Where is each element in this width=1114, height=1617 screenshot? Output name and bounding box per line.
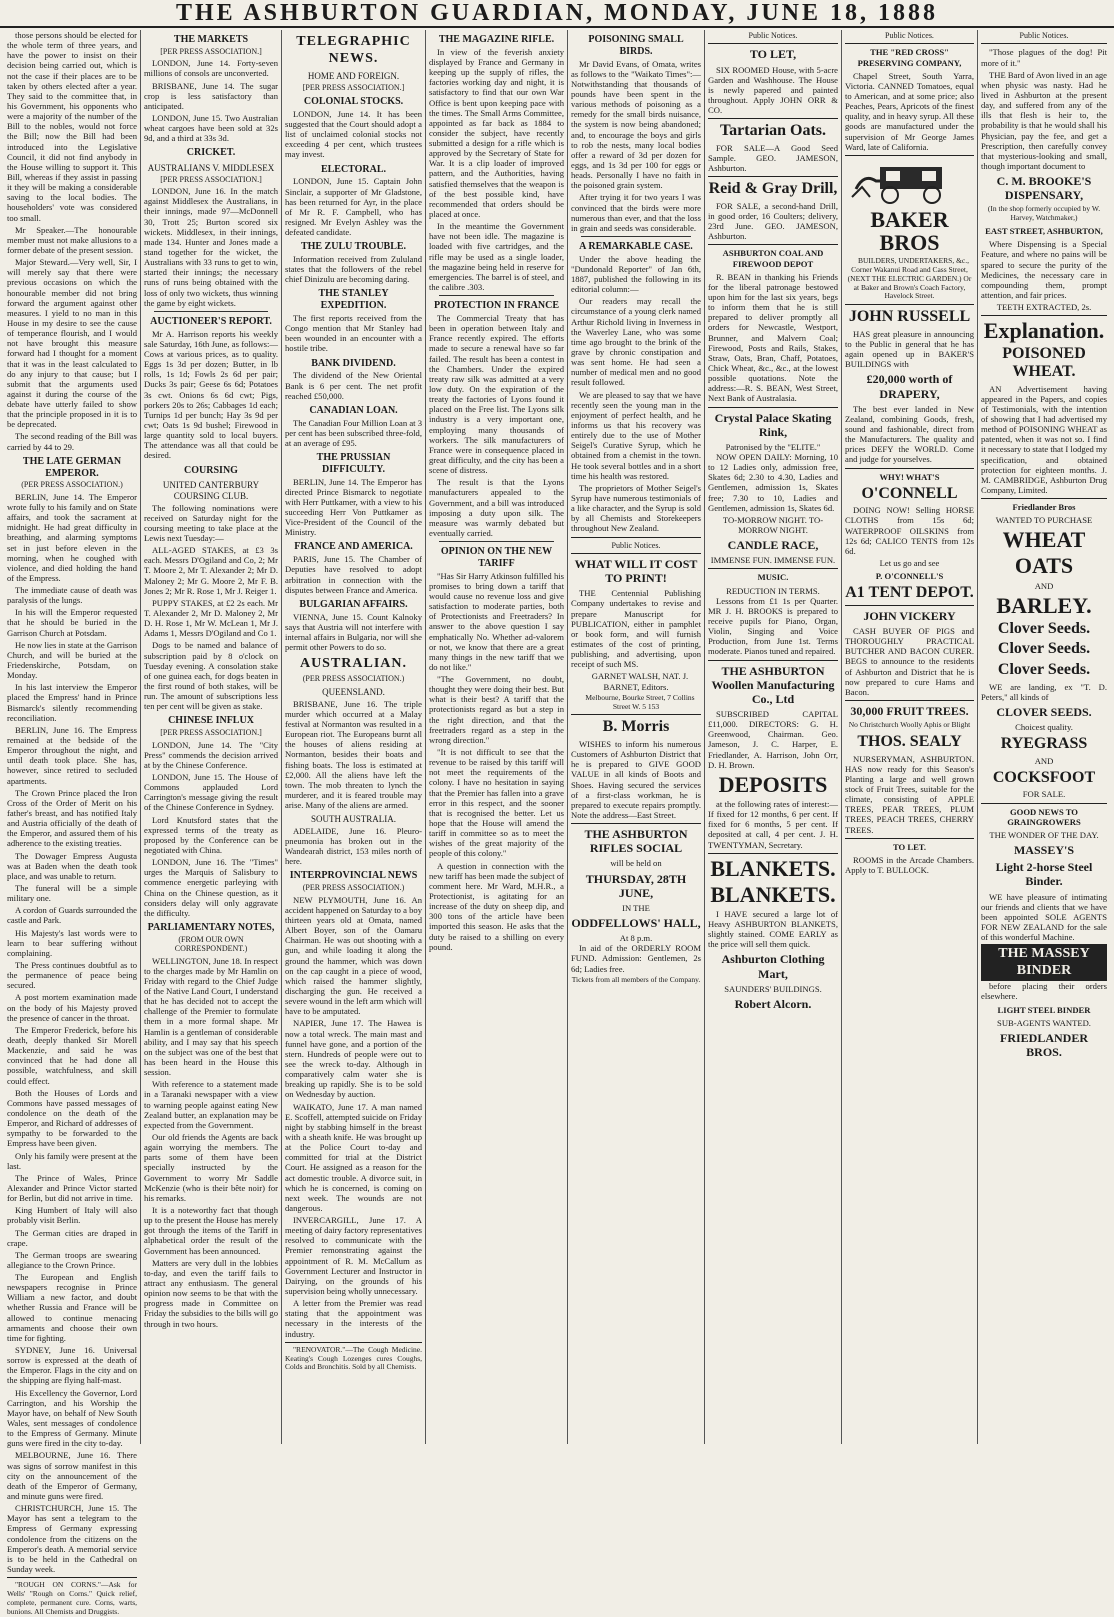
article-deck: QUEENSLAND. — [322, 687, 385, 698]
article-paragraph: The result is that the Lyons manufacturers appealed to the Government, and a bill was introduced imposing a duty upon silk. The measure was warmly debated but eventually carried. — [429, 477, 564, 538]
divider — [708, 568, 838, 569]
ad-title: THE ASHBURTON Woollen Manufacturing Co., Ltd — [711, 663, 835, 706]
article-paragraph: The Emperor Frederick, before his death, deeply thanked Sir Morell Mackenzie, and said he was convinced that he had done all possible, watchfulness, and skill could effect. — [7, 1024, 137, 1086]
divider — [154, 311, 268, 312]
article-paragraph: The dividend of the New Oriental Bank is 6 per cent. The net profit reached £50,000. — [285, 370, 422, 401]
article-paragraph: those persons should be elected for the whole term of three years, and have the power to insist on their decision being carried out, which is not the case if their places are to be taken by others elected after a year. They said to the committee that, in his Government, his opponents who were a majority of the number of the Bill to the nobles, would not force the Bill; now the Bill had been introduced into the Legislative Council, it did not find anybody in the House willing to support it. This Bill, whereas if they assist in passing it they will be making a considerable saving to the local bodies. The householders' vote was considered too small. — [7, 30, 137, 223]
article-headline: PROTECTION IN FRANCE — [433, 300, 559, 312]
ad-text: ROOMS in the Arcade Chambers. Apply to T. BULLOCK. — [845, 854, 974, 876]
divider — [571, 553, 701, 554]
divider — [845, 605, 974, 606]
ad-line: will be held on — [610, 858, 662, 869]
article-paragraph: Major Steward.—Very well, Sir, I will merely say that there were previous occasions on which the honourable member did not bring forward the argument against other measures. I yield to no man in this House in my desire to see the cause of temperance flourish, and I would not have brought this measure forward had I thought for a moment that it was in the least calculated to do any injury to that cause; but I submit that the arguments used against it during the course of the debate have utterly failed to show that the principle proposed in it is to be deprecated. — [7, 257, 137, 430]
article-paragraph: In view of the feverish anxiety displayed by France and Germany in keeping up the supply of rifles, the factories working day and night, it is satisfactory to find that our own War Office is bent upon keeping pace with the times. The Small Arms Committee, appointed as far back as 1884 to consider the subject, have recently submitted a design for a rifle which is approved by the Secretary of State for War. It is a clip loader of improved pattern, and the Authorities, having satisfied themselves that the weapon is of the best possible kind, have recommended that orders should be placed at once. — [429, 46, 564, 220]
ad-title: JOHN RUSSELL — [848, 308, 971, 326]
ad-product: Clover Seeds. — [997, 640, 1091, 658]
article-paragraph: Under the above heading the "Dundonald Reporter" of Jan 6th, 1887, published the following in its editorial column:— — [571, 253, 701, 295]
article-headline: OPINION ON THE NEW TARIFF — [440, 546, 553, 569]
article-paragraph: LONDON, June 14. The "City Press" commends the decision arrived at by the Chinese Conference. — [144, 739, 278, 770]
article-headline: COURSING — [184, 464, 238, 476]
ad-text: I HAVE secured a large lot of Heavy ASHBURTON BLANKETS, slightly stained. COME EARLY as the price will sell them quick. — [708, 908, 838, 950]
divider — [708, 853, 838, 854]
article-paragraph: NEW PLYMOUTH, June 16. An accident happened on Saturday to a boy thirteen years old at Omata, named Albert Boyer, son of the Oamaru Chairman. He was out shooting with a gun, and while loading it along the ground the hammer, which was down on the cap caught in a piece of wood, which raised the hammer slightly, discharging the gun. He received a severe wound in the left arm which will have to be amputated. — [285, 894, 422, 1017]
ad-title: BAKER BROS — [870, 206, 949, 255]
article-paragraph: The Dowager Empress Augusta was at Baden when the death took place, and was unable to return. — [7, 850, 137, 881]
ad-line: THE WONDER OF THE DAY. — [989, 829, 1099, 840]
ad-title: JOHN VICKERY — [863, 608, 956, 623]
article-deck: AUSTRALIANS V. MIDDLESEX — [147, 163, 275, 174]
article-headline: CANADIAN LOAN. — [309, 404, 398, 416]
ad-line: SUB-AGENTS WANTED. — [997, 1017, 1091, 1028]
divider — [981, 43, 1107, 44]
article-paragraph: The second reading of the Bill was carried by 44 to 29. — [7, 431, 137, 452]
article-headline: PARLIAMENTARY NOTES, — [147, 921, 275, 933]
ad-title: DEPOSITS — [718, 771, 828, 797]
article-paragraph: The European and English newspapers recognise in Prince William a new factor, and doubt whether Russia and France will be allowed to continue menacing armaments and choose their own time for fighting. — [7, 1272, 137, 1343]
ad-line: SAUNDERS' BUILDINGS. — [724, 983, 822, 994]
ad-signature: GARNET WALSH, NAT. J. BARNET, Editors. — [591, 671, 689, 692]
divider — [708, 407, 838, 408]
ad-text: FOR SALE—A Good Seed Sample. GEO. JAMESON, Ashburton. — [708, 142, 838, 174]
divider — [708, 176, 838, 177]
ad-product: Light 2-horse Steel Binder. — [995, 860, 1093, 889]
article-paragraph: BERLIN, June 16. The Empress remained at the bedside of the Emperor throughout the night, and until death took place. She has, however, since retired to secluded apartments. — [7, 724, 137, 786]
ad-address: Melbourne, Bourke Street, 7 Collins Street W. 5 153 — [585, 692, 695, 711]
ad-text: Where Dispensing is a Special Feature, and where no pains will be spared to secure the purity of the Medicines, the necessary care in compounding them, prompt attention, and fair prices. — [981, 239, 1107, 300]
article-paragraph: The Canadian Four Million Loan at 3 per cent has been subscribed three-fold, at an average of £95. — [285, 417, 422, 448]
article-headline: THE LATE GERMAN EMPEROR. — [22, 455, 122, 479]
ad-title: TO LET. — [892, 841, 927, 852]
article-headline: THE MAGAZINE RIFLE. — [438, 34, 555, 45]
article-paragraph: Matters are very dull in the lobbies to-day, and even the tariff fails to attract any enthusiasm. The general opinion now seems to be that with the progress made in Committee on Friday the subsidies to the bills will go through in two hours. — [144, 1257, 278, 1329]
article-paragraph: The proprietors of Mother Seigel's Syrup have numerous testimonials of a like character, and the Syrup is sold by all Chemists and Storekeepers throughout New Zealand. — [571, 482, 701, 534]
ad-text: AN Advertisement having appeared in the Papers, and copies of Testimonials, with the intention of showing that I had advertised my method of POISONING WHEAT as patented, when it was not so. I find it necessary to state that I lodged my specification, and obtained protection for eighteen months. J. M. CAMBRIDGE, Ashburton Drug Company, Limited. — [981, 383, 1107, 495]
ad-title: MUSIC. — [757, 572, 789, 583]
ad-firm: FRIEDLANDER BROS. — [999, 1030, 1088, 1059]
article-paragraph: WAIKATO, June 17. A man named E. Scoffell, attempted suicide on Friday night by stabbing himself in the breast with a sheath knife. He was brought up at the Police Court to-day and committed for trial at the District Court. He assigned as a reason for the act domestic trouble. A divorce suit, in which he is concerned, is coming on next week. The wounds are not dangerous. — [285, 1101, 422, 1213]
article-paragraph: LONDON, June 14. Forty-seven millions of consols are unconverted. — [144, 58, 278, 79]
divider — [981, 498, 1107, 499]
article-paragraph: The first reports received from the Congo mention that Mr Stanley had been wounded in an encounter with a hostile tribe. — [285, 313, 422, 354]
ad-title: B. Morris — [602, 718, 670, 736]
column-1 — [4, 30, 141, 1616]
ad-title: Ashburton Clothing Mart, — [721, 952, 825, 981]
ad-title: Friedlander Bros — [1012, 502, 1076, 513]
article-headline: CHINESE INFLUX — [168, 715, 254, 727]
article-paragraph: Mr Speaker.—The honourable member must not make allusions to a former debate of the present session. — [7, 224, 137, 255]
article-paragraph: VIENNA, June 15. Count Kalnoky says that Austria will not interfere with internal affairs in Bulgaria, nor will she permit other Powers to do so. — [285, 611, 422, 653]
divider — [981, 803, 1107, 804]
section-headline: TELEGRAPHIC NEWS. — [296, 34, 411, 66]
article-headline: CRICKET. — [186, 147, 236, 159]
divider — [581, 236, 691, 237]
column-6 — [705, 30, 842, 1444]
article-paragraph: LONDON, June 15. Two Australian wheat cargoes have been sold at 32s 9d, and a third at 33s 3d. — [144, 112, 278, 144]
article-paragraph: A cordon of Guards surrounded the castle and Park. — [7, 905, 137, 926]
article-paragraph: "It is not difficult to see that the revenue to be raised by this tariff will not meet the requirements of the colony. I have no hesitation in saying that the Premier has fallen into a grave error in this respect, and the sooner that is recognised the better. Let us hope that the House will amend the tariff in committee so as to meet the wishes of the great majority of the people of this colony." — [429, 747, 564, 859]
ad-title: WHY! WHAT'S — [879, 471, 940, 482]
divider — [708, 43, 838, 44]
article-paragraph: BERLIN, June 14. The Emperor has directed Prince Bismarck to negotiate with Herr Puttkamer, with a view to his succeeding Herr Von Puttkamer as Vice-President of the Council of the Ministry. — [285, 476, 422, 538]
divider — [845, 304, 974, 305]
divider — [285, 1342, 422, 1343]
ad-text: Chapel Street, South Yarra, Victoria. CANNED Tomatoes, equal to American, and at some price; also Peaches, Pears, Apricots of the finest quality, and in heavy syrup. All these goods are manufactured under the supervision of Mr George James Ward, late of California. — [845, 70, 974, 152]
ad-line: FOR SALE. — [1022, 789, 1066, 800]
article-deck: HOME AND FOREIGN. — [307, 71, 400, 82]
article-paragraph: SYDNEY, June 16. Universal sorrow is expressed at the death of the Emperor. Flags in the city and on the shipping are flying half-mast. — [7, 1345, 137, 1386]
ad-title: A1 TENT DEPOT. — [845, 584, 974, 602]
article-paragraph: BERLIN, June 14. The Emperor wrote fully to his family and on State affairs, and took the sacrament at midnight. He had great difficulty in breathing, and alarming symptoms set in just before eleven in the morning, when he coughed with violence, and died holding the hand of the Empress. — [7, 491, 137, 583]
article-paragraph: King Humbert of Italy will also probably visit Berlin. — [7, 1205, 137, 1226]
divider — [708, 118, 838, 119]
article-paragraph: "The Government, no doubt, thought they were doing their best. But what is their best? A tariff that the protectionists regard as but a step in the right direction, and that the freetraders regard as a step in the wrong direction." — [429, 674, 564, 745]
column-2 — [141, 30, 282, 1444]
article-headline: THE PRUSSIAN DIFFICULTY. — [316, 452, 391, 475]
ad-line: WANTED TO PURCHASE — [995, 515, 1093, 526]
ad-product: OATS — [1014, 553, 1074, 579]
section-headline: AUSTRALIAN. — [299, 656, 408, 672]
article-paragraph: LONDON, June 14. It has been suggested that the Court should adopt a list of unclaimed colonial stocks not exceeding 4 per cent, which trustees may invest. — [285, 108, 422, 160]
section-label: Public Notices. — [611, 540, 661, 550]
article-paragraph: It is a noteworthy fact that though up to the present the House has merely got through the items of the Tariff in alphabetical order the result of the Government has been announced. — [144, 1205, 278, 1256]
ad-venue: ODDFELLOWS' HALL, — [571, 916, 701, 931]
ad-product: CLOVER SEEDS. — [996, 704, 1092, 719]
article-paragraph: PARIS, June 15. The Chamber of Deputies have resolved to adopt arbitration in connection with the disputes between France and America. — [285, 554, 422, 595]
article-paragraph: A question in connection with the new tariff has been made the subject of comment here. Mr Ward, M.H.R., a Protectionist, is agitating for an increase of the duty on sheep dip, and 300 tons of the article have been imported this season. He asks that the duty be raised to a shilling on every pound. — [429, 860, 564, 952]
masthead — [0, 0, 1114, 28]
ad-title: BLANKETS. — [710, 855, 836, 881]
article-paragraph: A letter from the Premier was read stating that the appointment was necessary in the interests of the industry. — [285, 1298, 422, 1339]
ad-product: BARLEY. — [996, 592, 1092, 618]
column-4 — [426, 30, 568, 1444]
article-paragraph: LONDON, June 15. Captain John Sinclair, a supporter of Mr Gladstone, has been returned for Ayr, in the place of Mr R. F. Campbell, who has resigned. Mr Evelyn Ashley was the defeated candidate. — [285, 176, 422, 238]
ad-title: C. M. BROOKE'S DISPENSARY, — [996, 174, 1092, 203]
ad-product: LIGHT STEEL BINDER — [997, 1004, 1091, 1015]
article-credit: (PER PRESS ASSOCIATION.) — [302, 673, 405, 683]
section-headline: INTERPROVINCIAL NEWS — [289, 870, 418, 882]
advert-snippet: "ROUGH ON CORNS."—Ask for Wells' "Rough on Corns." Quick relief, complete, permanent cure. Corns, warts, bunions. All Chemists and Druggists. — [7, 1580, 137, 1616]
ad-name: MASSEY'S — [1013, 843, 1075, 858]
article-headline: THE ZULU TROUBLE. — [300, 241, 407, 253]
ad-text: The best ever landed in New Zealand, combining Goods, fresh, sound and fashionable, direct from the Manufacturers. The quality and prices DEFY the WORLD. Come and judge for yourselves. — [845, 403, 974, 465]
article-paragraph: The Prince of Wales, Prince Alexander and Prince Victor started for Berlin, but did not arrive in time. — [7, 1172, 137, 1204]
column-3 — [282, 30, 426, 1444]
divider — [708, 660, 838, 661]
ad-line: AND — [1034, 580, 1054, 591]
divider — [439, 541, 554, 542]
article-paragraph: Mr A. Harrison reports his weekly sale Saturday, 16th June, as follows:—Cows at various prices, as to quality. Eggs 1s 3d per dozen; Butter, in lb rolls, 1s 1d; Fowls 2s 6d per pair; Ducks 3s pair; Geese 6s 6d; Potatoes 3s cwt. Onions 6s 6d cwt; Pigs, porkers 20s to 26s; Cabbages 1d each; Turnips 1d per bunch; Hay 3s 9d per cwt; Oats 1s 9d bushel; Firewood in large quantity sold to local buyers. The attendance was all that could be desired. — [144, 328, 278, 461]
article-headline: BULGARIAN AFFAIRS. — [299, 598, 408, 610]
ad-title: Crystal Palace Skating Rink, — [714, 410, 832, 439]
ad-line: Choicest quality. — [1015, 722, 1073, 732]
ad-line: (In the shop formerly occupied by W. Harvey, Watchmaker,) — [987, 204, 1101, 223]
article-paragraph: ADELAIDE, June 16. Pleuro-pneumonia has broken out in the Wandearah district, 153 miles north of here. — [285, 825, 422, 867]
article-headline: FRANCE AND AMERICA. — [294, 541, 413, 553]
article-headline: BANK DIVIDEND. — [311, 357, 396, 369]
ad-text: WE have pleasure of intimating our friends and clients that we have been appointed SOLE AGENTS FOR NEW ZEALAND for the sale of this wonderful Machine. — [981, 891, 1107, 943]
article-paragraph: He now lies in state at the Garrison Church, and will be buried at the Friedenskirche, Potsdam, on Monday. — [7, 639, 137, 681]
ad-title: TO LET, — [749, 47, 797, 62]
ad-title: Tartarian Oats. — [719, 122, 827, 140]
article-headline: AUCTIONEER'S REPORT. — [150, 315, 272, 327]
ad-title: GOOD NEWS TO GRAINGROWERS — [1007, 806, 1081, 827]
divider — [981, 315, 1107, 316]
ad-line: No Christchurch Woolly Aphis or Blight — [848, 720, 971, 730]
column-7 — [842, 30, 978, 1444]
ad-line: TEETH EXTRACTED, 2s. — [996, 302, 1092, 313]
ad-name: O'CONNELL — [861, 484, 958, 502]
article-paragraph: NAPIER, June 17. The Hawea is now a total wreck. The main mast and funnel have gone, and a portion of the stern. Hundreds of people were out to see the wreck to-day. Although in comparatively calm water she is breaking up rapidly. She is to be sold on Wednesday by auction. — [285, 1018, 422, 1100]
ad-line: Patronised by the "ELITE." — [725, 441, 821, 452]
article-paragraph: BRISBANE, June 16. The triple murder which occurred at a Malay festival at Normanton was resulted in a European riot. The Europeans burnt all the houses of aliens residing at Normanton, besides their boats and fishing boats. The loss is estimated at £2,000. All the aliens have left the town. The mob threaten to lynch the murderer, and it is feared trouble may arise. Many of the aliens are armed. — [285, 698, 422, 811]
article-paragraph: MELBOURNE, June 16. There was signs of sorrow manifest in this city on the announcement of the death of the Emperor of Germany, and minute guns were fired. — [7, 1450, 137, 1502]
divider — [571, 537, 701, 538]
article-paragraph: CHRISTCHURCH, June 15. The Mayor has sent a telegram to the Empress of Germany expressing condolence from the citizens on the Emperor's death. A memorial service is to be held in the Cathedral on Sunday week. — [7, 1503, 137, 1574]
ad-text: at the following rates of interest:—If fixed for 12 months, 6 per cent. If fixed for 6 months, 5 per cent. If deposited at call, 4 per cent. J. H. TWENTYMAN, Secretary. — [708, 798, 838, 850]
section-label: Public Notices. — [748, 31, 798, 40]
ad-title: WHAT WILL IT COST TO PRINT! — [574, 557, 698, 586]
article-paragraph: BRISBANE, June 14. The sugar crop is less satisfactory than anticipated. — [144, 80, 278, 111]
divider — [439, 295, 554, 296]
article-paragraph: After trying it for two years I was convinced that the birds were more numerous than ever, and that the loss in grain and seeds was considerable. — [571, 192, 701, 233]
article-paragraph: INVERCARGILL, June 17. A meeting of dairy factory representatives resolved to communicate with the Premier remonstrating against the appointment of R. M. McCallum as Government Lecturer and Instructor in Dairying, on the grounds of his supervision being wholly unnecessary. — [285, 1215, 422, 1297]
article-paragraph: Lord Knutsford states that the expressed terms of the treaty as proposed by the Conference can be negotiated with China. — [144, 814, 278, 855]
article-credit: (PER PRESS ASSOCIATION.) — [302, 883, 405, 893]
ad-product: Clover Seeds. — [997, 660, 1091, 678]
article-paragraph: The Press continues doubtful as to the permanence of peace being secured. — [7, 959, 137, 991]
article-paragraph: A post mortem examination made on the body of his Majesty proved the presence of cancer in the throat. — [7, 992, 137, 1023]
ad-name: Robert Alcorn. — [734, 996, 812, 1011]
divider — [571, 714, 701, 715]
article-paragraph: LONDON, June 16. In the match against Middlesex the Australians, in their innings, made 97—McDonnell 30, Trott 25; Burton scored six wickets. Middlesex, in their innings, made 134. Hunter and Jones made a stand together for the wicket, the Australians with 33 runs to get to win, started their innings; the necessary runs of runs being obtained with the loss of only two wickets, thus winning the game by eight wickets. — [144, 186, 278, 308]
article-headline: THE STANLEY EXPEDITION. — [318, 288, 389, 312]
ad-footer: Tickets from all members of the Company. — [571, 974, 701, 984]
article-paragraph: In his will the Emperor requested that he should be buried in the Garrison Church at Potsdam. — [7, 607, 137, 638]
ad-product: RYEGRASS — [1000, 735, 1088, 753]
article-credit: (PER PRESS ASSOCIATION.) — [21, 480, 123, 490]
ad-text: CASH BUYER OF PIGS and THOROUGHLY PRACTICAL BUTCHER AND BACON CURER. BEGS to announce to the residents of Ashburton and District that he is now prepared to cure Hams and Bacon. — [845, 626, 974, 697]
masthead-title: THE ASHBURTON GUARDIAN, MONDAY, JUNE 18, 1888 — [175, 0, 939, 26]
article-headline: COLONIAL STOCKS. — [303, 96, 404, 108]
divider — [845, 468, 974, 469]
ad-title: Reid & Gray Drill, — [708, 180, 838, 198]
ad-event: CANDLE RACE, — [727, 538, 819, 553]
article-headline: THE MARKETS — [173, 34, 249, 45]
article-paragraph: Dogs to be named and balance of subscription paid by 8 o'clock on Tuesday evening. A consolation stake of one guinea each, for dogs beaten in the first round of both stakes, will be run. The amount of subscriptions less ten per cent will be given as stake. — [144, 640, 278, 712]
article-paragraph: The following nominations were received on Saturday night for the coursing meeting to take place at the Lewis next Tuesday:— — [144, 502, 278, 543]
column-8 — [978, 30, 1110, 1444]
ad-text: R. BEAN in thanking his Friends for the liberal patronage bestowed upon him for the last six years, begs to inform them that he is still prepared to deliver promptly all orders for Newcastle, Westport, Brunner, and Malvern Coal; Firewood, Posts and Rails, Stakes, Straw, Oats, Bran, Chaff, Potatoes, Chick Wheat, &c., &c., at the lowest possible quotations. Note the address:—R. S. BEAN, West Street, Next Bank of Australasia. — [708, 271, 838, 404]
ad-line: IMMENSE FUN. IMMENSE FUN. — [710, 555, 836, 566]
divider — [845, 155, 974, 156]
article-deck: SOUTH AUSTRALIA. — [310, 814, 396, 825]
article-paragraph: The Commercial Treaty that has been in operation between Italy and France recently expired. The efforts made to secure a renewal have so far failed. The result has been a contest in the Chambers. Under the expired treaty raw silk was admitted at a very low duty. On the expiration of the treaty the factories of Lyons found it placed on the Free list. The Lyons silk industry is a very important one, employing many thousands of workers. The silk manufacturers of France were in consequence placed in great difficulty, and the city has been a scene of distress. — [429, 312, 564, 476]
article-credit: (FROM OUR OWN CORRESPONDENT.) — [174, 934, 248, 954]
article-paragraph: The German troops are swearing allegiance to the Crown Prince. — [7, 1249, 137, 1270]
ad-title: THE ASHBURTON RIFLES SOCIAL — [584, 827, 688, 856]
ad-address: EAST STREET, ASHBURTON, — [985, 226, 1103, 237]
article-paragraph: "Has Sir Harry Atkinson fulfilled his promises to bring down a tariff that would cause no revenue loss and give satisfaction to moderate parties, both of Protectionists and Freetraders? In answer to the above question I say emphatically No. Whether ad-valorem or not, we know that there are a great many things in the new tariff that we do not like." — [429, 570, 564, 672]
article-credit: [PER PRESS ASSOCIATION.] — [160, 46, 262, 56]
article-paragraph: The Crown Prince placed the Iron Cross of the Order of Merit on his father's breast, and has notified Italy and Austria officially of the death of the Emperor, and assured them of his adherence to the existing treaties. — [7, 787, 137, 849]
article-headline: ELECTORAL. — [320, 163, 387, 175]
ad-text: NOW OPEN DAILY: Morning, 10 to 12 Ladies only, admission free, Skates 6d; 2.30 to 4.30, Ladies and Gentlemen, admission 1s, Skates free; 7.30 to 10, Ladies and Gentlemen, admission 1s, Skates 6d. — [708, 452, 838, 513]
ad-text: SUBSCRIBED CAPITAL £11,000. DIRECTORS: G. H. Greenwood, Chairman. Geo. Jameson, J. C. Harper, E. Friedlander, A. Harrison, John Orr, D. H. Brown. — [708, 709, 838, 770]
ad-product: Clover Seeds. — [997, 619, 1091, 637]
ad-line: AND — [1034, 755, 1054, 766]
ad-title: BLANKETS. — [710, 881, 836, 907]
article-paragraph: Information received from Zululand states that the followers of the rebel chief Dinizulu are becoming daring. — [285, 254, 422, 285]
ad-line: TO-MORROW NIGHT. TO-MORROW NIGHT. — [722, 514, 824, 536]
article-paragraph: His Majesty's last words were to learn to bear suffering without complaining. — [7, 927, 137, 958]
ad-title: POISONED WHEAT. — [1002, 345, 1086, 380]
ad-text: Lessons from £1 1s per Quarter. MR J. H. BROOKS is prepared to receive pupils for Piano, Organ, Violin, Singing and Voice Production, from June 1st. Terms moderate. Pianos tuned and repaired. — [708, 595, 838, 657]
article-paragraph: The German cities are draped in crape. — [7, 1227, 137, 1248]
ad-text: DOING NOW! Selling HORSE CLOTHS from 15s 6d; WATERPROOF OILSKINS from 12s 6d; CALICO TENTS from 12s 6d. — [845, 505, 974, 556]
article-paragraph: LONDON, June 15. The House of Commons applauded Lord Carrington's message giving the result of the Chinese Conference in Sydney. — [144, 772, 278, 813]
divider — [845, 838, 974, 839]
divider — [845, 700, 974, 701]
ad-highlight: £20,000 worth of DRAPERY, — [866, 372, 953, 401]
divider — [845, 43, 974, 44]
article-headline: A REMARKABLE CASE. — [579, 240, 693, 252]
column-5 — [568, 30, 705, 1444]
ad-text: BUILDERS, UNDERTAKERS, &c., Corner Wakanui Road and Cass Street, (NEXT THE ELECTRIC GARDEN.) Or at Baker and Brown's Coach Factory, Havelock Street. — [847, 256, 972, 301]
divider — [571, 823, 701, 824]
article-paragraph: We are pleased to say that we have recently seen the young man in the enjoyment of perfect health, and he informs us that his recovery was entirely due to the use of Mother Seigel's Curative Syrup, which he obtained from a chemist in the town. He took several bottles and in a short time his health was restored. — [571, 389, 701, 481]
article-paragraph: In his last interview the Emperor placed the Empress' hand in Prince Bismarck's silently recommending reconciliation. — [7, 682, 137, 723]
ad-line: REDUCTION IN TERMS. — [726, 585, 820, 596]
carriage-illustration — [850, 159, 970, 205]
article-paragraph: His Excellency the Governor, Lord Carrington, and his Worship the Mayor have, on behalf of New South Wales, sent messages of condolence to the Empress of Germany. Minute guns were fired in the city to-day. — [7, 1387, 137, 1449]
ad-title: THE "RED CROSS" PRESERVING COMPANY, — [857, 47, 962, 68]
ad-text: THE Centennial Publishing Company undertakes to revise and prepare Manuscript for PUBLICATION, either in pamphlet or book form, and will furnish estimates of the cost of printing, publishing, and advertising, upon receipt of such MS. — [571, 588, 701, 670]
section-label: Public Notices. — [1019, 31, 1069, 40]
ad-date: THURSDAY, 28TH JUNE, — [585, 871, 687, 900]
advert-snippet: "RENOVATOR."—The Cough Medicine. Keating's Cough Lozenges cures Coughs, Colds and Bronchitis. Sold by all Chemists. — [285, 1344, 422, 1372]
article-paragraph: With reference to a statement made in a Taranaki newspaper with a view to warning people against eating New Zealand butter, an explanation may be expected from the Government. — [144, 1079, 278, 1130]
ad-product: WHEAT — [1002, 527, 1086, 553]
ad-text: "Those plagues of the dog! Pit more of it." — [981, 47, 1107, 68]
article-credit: [PER PRESS ASSOCIATION.] — [160, 174, 262, 184]
article-paragraph: Mr David Evans, of Omata, writes as follows to the "Waikato Times":—Notwithstanding that thousands of pounds have been spent in the various methods of poisoning as a remedy for the small birds nuisance, the system is now being abandoned; and, to encourage the boys and girls to rob the nests, many local bodies offer a reward of 3d per dozen for eggs, and 1s 3d per 100 for eggs or heads. Personally I have no faith in the poisoned grain system. — [571, 58, 701, 191]
article-paragraph: LONDON, June 16. The "Times" urges the Marquis of Salisbury to commence energetic parleying with China on the Chinese question, as it considers delay will only aggravate the difficulty. — [144, 857, 278, 918]
divider — [7, 1577, 137, 1578]
ad-product: COCKSFOOT — [992, 768, 1096, 786]
ad-title: 30,000 FRUIT TREES. — [850, 704, 969, 719]
article-paragraph: ALL-AGED STAKES, at £3 3s each. Messrs D'Ogiland and Co, 2; Mr T. Moore 2, Mr T. Alexander 2; Mr D. Maloney 2; Mr G. Moore 2, Mr F. B. Jones 2; Mr R. Rose 1, Mr J. Reiger 1. — [144, 545, 278, 596]
article-paragraph: Our readers may recall the circumstance of a young clerk named Arthur Richold living in Inverness in the Waverley Lane, who was some time ago brought to the brink of the grave by chronic constipation and was sent home. He had seen a number of medical men and no good result followed. — [571, 296, 701, 388]
columns — [4, 30, 1110, 1616]
article-paragraph: WELLINGTON, June 18. In respect to the charges made by Mr Hamlin on Friday with regard to the Chief Judge of the Native Land Court, I understand that he has decided not to accept the challenge of the Premier to formulate them in a more formal shape. Mr Hamlin is a gentleman of considerable ability, and I may say that his speech on the subject was one of the best that has been heard in the House this session. — [144, 955, 278, 1078]
ad-text: WE are landing, ex "T. D. Peters," all kinds of — [981, 681, 1107, 702]
ad-name: P. O'CONNELL'S — [875, 571, 944, 582]
ad-banner: THE MASSEY BINDER — [981, 944, 1107, 981]
article-paragraph: In the meantime the Government have not been idle. The magazine is loaded with five cartridges, and the rifle may be used as a single loader, the magazine being held in reserve for emergencies. The barrel is of steel, and the calibre .303. — [429, 221, 564, 293]
article-credit: [PER PRESS ASSOCIATION.] — [160, 728, 262, 738]
article-paragraph: Only his family were present at the last. — [7, 1150, 137, 1171]
ad-title: ASHBURTON COAL AND FIREWOOD DEPOT — [722, 248, 824, 269]
article-paragraph: The immediate cause of death was paralysis of the lungs. — [7, 585, 137, 606]
ad-line: Let us go and see — [879, 558, 940, 568]
ad-text: SIX ROOMED House, with 5-acre Garden and Washhouse. The House is newly papered and painted throughout. Apply JOHN ORR & CO. — [708, 64, 838, 116]
ad-text: HAS great pleasure in announcing to the Public in general that he has again opened up in BAKER'S BUILDINGS with — [845, 328, 974, 370]
article-paragraph: The funeral will be a simple military one. — [7, 883, 137, 904]
article-paragraph: Both the Houses of Lords and Commons have passed messages of condolence on the death of the Emperor, and Richard of addresses of sympathy to be forwarded to the Empress have been given. — [7, 1087, 137, 1149]
ad-line: At 8 p.m. — [619, 933, 653, 944]
ad-line: IN THE — [622, 902, 650, 913]
article-paragraph: Our old friends the Agents are back again worrying the members. The parts some of them have been specially instructed by the Government to worry Mr Saddle McKenzie (who is their bête noir) for his remarks. — [144, 1132, 278, 1203]
ad-title: Explanation. — [983, 318, 1105, 344]
ad-text: FOR SALE, a second-hand Drill, in good order, 16 Coulters; delivery, 23rd June. GEO. JAMESON, Ashburton. — [708, 200, 838, 242]
article-deck: UNITED CANTERBURY COURSING CLUB. — [162, 480, 260, 501]
ad-text: In aid of the ORDERLY ROOM FUND. Admission: Gentlemen, 2s 6d; Ladies free. — [571, 943, 701, 974]
article-credit: [PER PRESS ASSOCIATION.] — [302, 82, 405, 92]
ad-text: before placing their orders elsewhere. — [981, 981, 1107, 1002]
article-paragraph: PUPPY STAKES, at £2 2s each. Mr T. Alexander 2, Mr D. Maloney 2, Mr D. H. Rose 1, Mr W. McLean 1, Mr J. Adams 1, Messrs D'Ogiland and Co 1. — [144, 597, 278, 639]
ad-text: THE Bard of Avon lived in an age when physic was nasty. Had he lived in Ashburton at the present day, and suffered from any of the ills that flesh is heir to, the probability is that he would shall his Physician, pay the fee, and get a Prescription, then carefully convey that mysterious-looking and small, though important document to — [981, 69, 1107, 171]
divider — [708, 244, 838, 245]
article-headline: POISONING SMALL BIRDS. — [588, 34, 684, 57]
ad-text: NURSERYMAN, ASHBURTON. HAS now ready for this Season's Planting a large and well grown stock of Fruit Trees, suitable for the climate, consisting of APPLE TREES, PEAR TREES, PLUM TREES, PEACH TREES, CHERRY TREES. — [845, 753, 974, 835]
section-label: Public Notices. — [885, 31, 934, 40]
ad-name: THOS. SEALY — [857, 733, 962, 751]
ad-text: WISHES to inform his numerous Customers of Ashburton District that he is prepared to GIVE GOOD VALUE in all kinds of Boots and Shoes. Having secured the services of a first-class workman, he is prepared to execute repairs promptly. Note the address—East Street. — [571, 739, 701, 820]
